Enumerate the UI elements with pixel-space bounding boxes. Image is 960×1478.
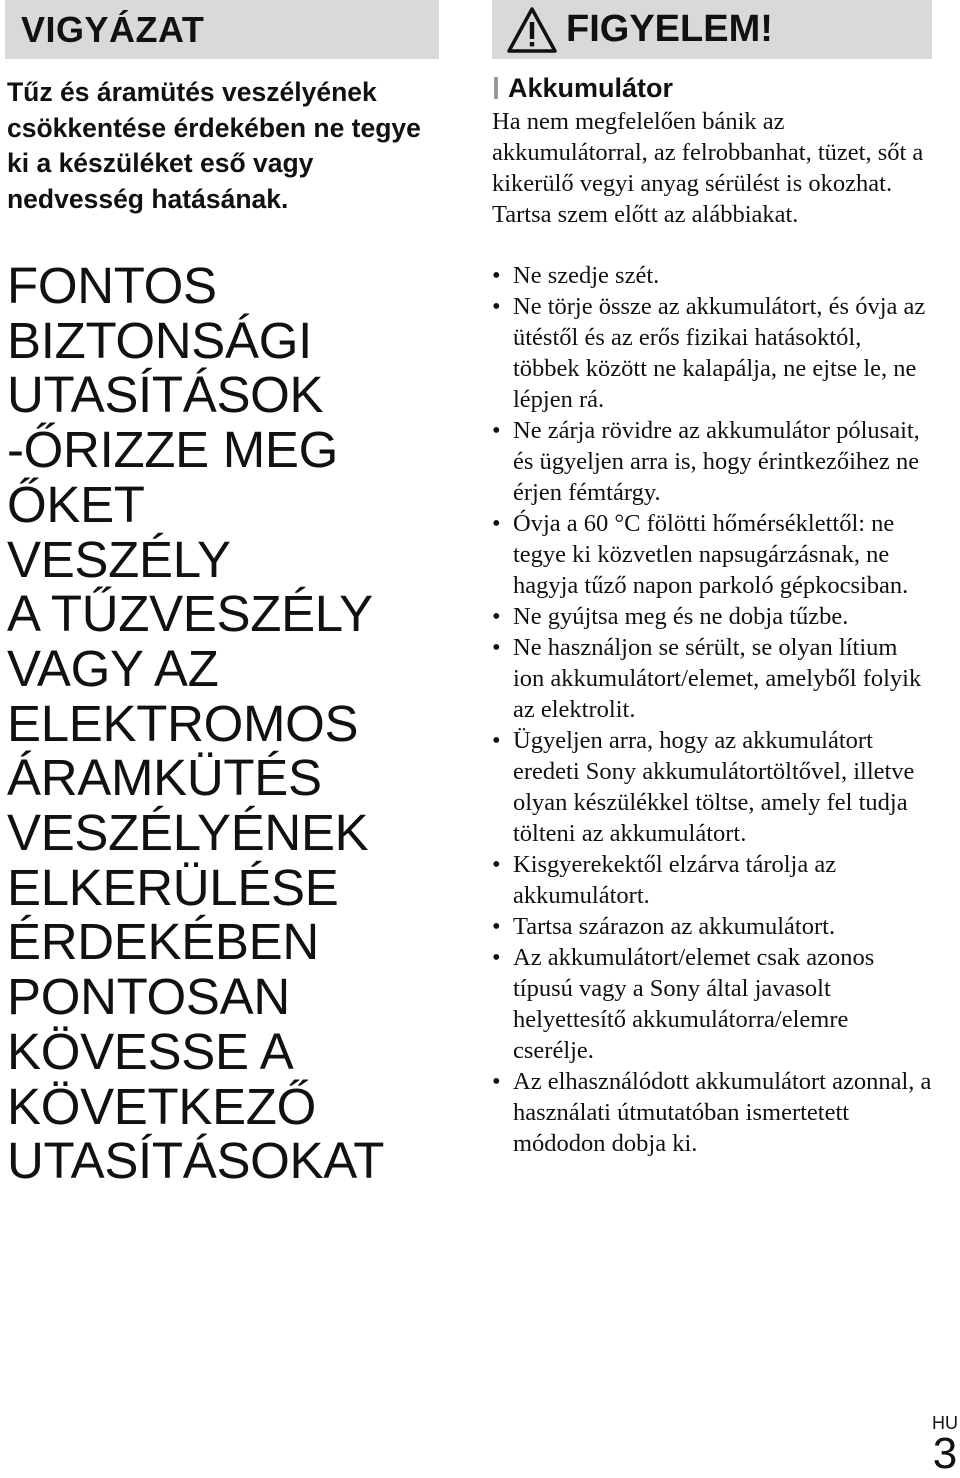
list-item: • Ne zárja rövidre az akkumulátor pólusait, és ügyeljen arra is, hogy érintkezőihez ne érjen fémtárgy. — [492, 415, 932, 508]
battery-precautions-list — [492, 260, 932, 1159]
heading-line: BIZTONSÁGI — [7, 311, 312, 369]
list-item: • Ne törje össze az akkumulátort, és óvja az ütéstől és az erős fizikai hatásoktól, többek között ne kalapálja, ne ejtse le, ne lépjen rá. — [492, 291, 932, 415]
heading-line: ELKERÜLÉSE — [7, 858, 339, 916]
page-marker — [932, 1414, 958, 1476]
list-item: • Ne szedje szét. — [492, 260, 932, 291]
section-title: Akkumulátor — [508, 72, 674, 103]
heading-line: VESZÉLYÉNEK — [7, 804, 369, 862]
list-item: • Kisgyerekektől elzárva tárolja az akkumulátort. — [492, 849, 932, 911]
heading-line: PONTOSAN — [7, 968, 290, 1026]
heading-line: KÖVETKEZŐ — [7, 1077, 317, 1135]
list-item: • Ne használjon se sérült, se olyan lítium ion akkumulátort/elemet, amelyből folyik az elektrolit. — [492, 632, 932, 725]
caution-banner — [5, 0, 439, 59]
heading-line: ELEKTROMOS — [7, 694, 359, 752]
list-item: • Óvja a 60 °C fölötti hőmérséklettől: ne tegye ki közvetlen napsugárzásnak, ne hagyja tűző napon parkoló gépkocsiban. — [492, 508, 932, 601]
warning-triangle-icon — [506, 6, 558, 54]
right-column — [492, 0, 932, 1159]
left-column — [5, 0, 439, 1189]
language-code: HU — [932, 1413, 958, 1433]
caution-title: VIGYÁZAT — [21, 8, 205, 50]
list-item: • Az elhasználódott akkumulátort azonnal, a használati útmutatóban ismertetett módodon dobja ki. — [492, 1066, 932, 1159]
list-item: • Az akkumulátort/elemet csak azonos típusú vagy a Sony által javasolt helyettesítő akkumulátorra/elemre cserélje. — [492, 942, 932, 1066]
list-item: • Tartsa szárazon az akkumulátort. — [492, 911, 932, 942]
heading-line: VESZÉLY — [7, 530, 231, 588]
list-item: • Ne gyújtsa meg és ne dobja tűzbe. — [492, 601, 932, 632]
heading-line: A TŰZVESZÉLY — [7, 585, 373, 643]
list-item: • Ügyeljen arra, hogy az akkumulátort eredeti Sony akkumulátortöltővel, illetve olyan készülékkel töltse, amely fel tudja tölteni az akkumulátort. — [492, 725, 932, 849]
page-number: 3 — [932, 1429, 958, 1478]
heading-line: -ŐRIZZE MEG — [7, 421, 339, 479]
heading-line: UTASÍTÁSOKAT — [7, 1132, 385, 1190]
attention-title: FIGYELEM! — [566, 8, 773, 50]
fire-shock-warning: Tűz és áramütés veszélyének csökkentése érdekében ne tegye ki a készüléket eső vagy nedvesség hatásának. — [7, 77, 421, 214]
section-marker — [494, 77, 498, 99]
attention-banner — [492, 0, 932, 59]
heading-line: FONTOS — [7, 257, 217, 314]
heading-line: ÁRAMKÜTÉS — [7, 749, 322, 807]
heading-line: ÉRDEKÉBEN — [7, 913, 319, 971]
section-heading — [492, 73, 932, 103]
heading-line: ŐKET — [7, 475, 145, 533]
battery-intro: Ha nem megfelelően bánik az akkumulátorral, az felrobbanhat, tüzet, sőt a kikerülő vegyi anyag sérülést is okozhat. Tartsa szem előtt az alábbiakat. — [492, 108, 924, 228]
safety-instructions-heading — [7, 259, 439, 1189]
heading-line: VAGY AZ — [7, 639, 219, 697]
heading-line: UTASÍTÁSOK — [7, 366, 324, 424]
heading-line: KÖVESSE A — [7, 1022, 294, 1080]
